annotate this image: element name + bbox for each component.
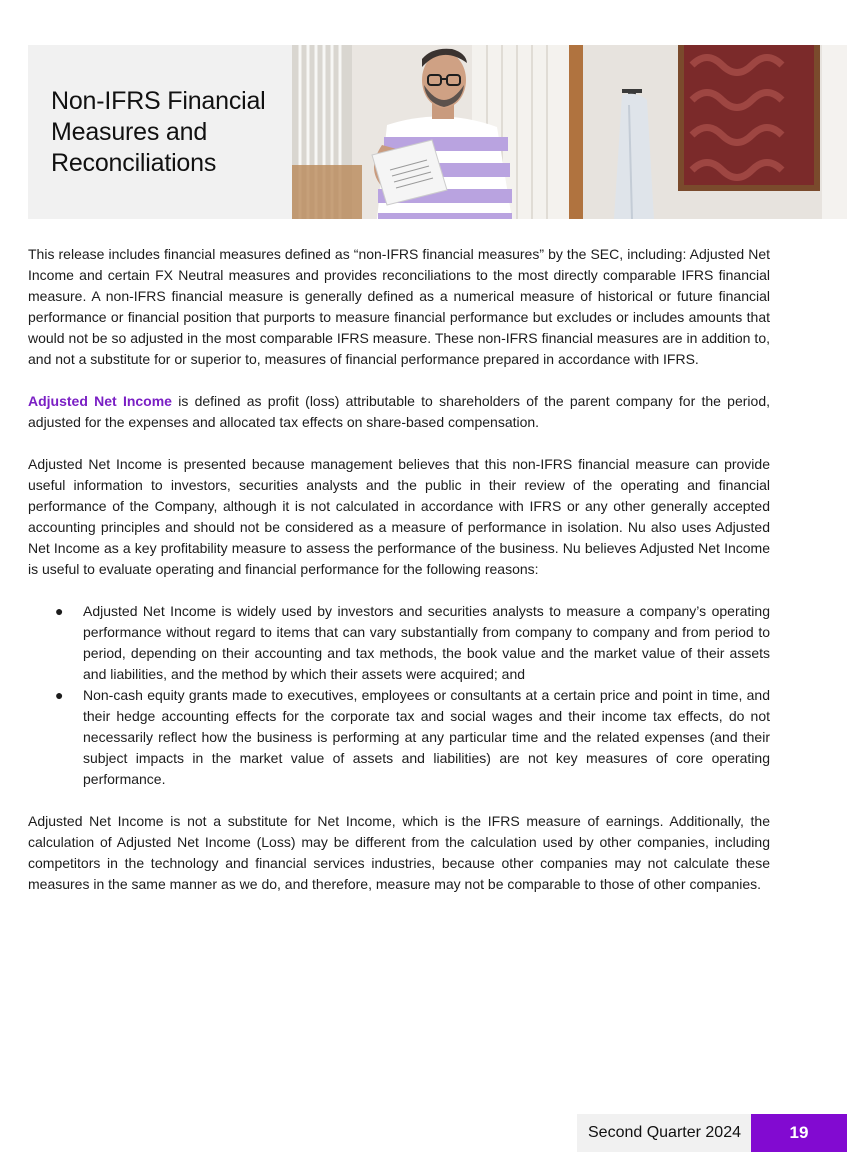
- closing-paragraph: Adjusted Net Income is not a substitute for Net Income, which is the IFRS measure of earnings. Additionally, the calculation of Adjusted Net Income (Loss) may be different from the calculation used by other companies, including competitors in the technology and financial services industries, because other companies may not calculate these measures in the same manner as we do, and therefore, measure may not be comparable to those of other companies.: [28, 813, 770, 892]
- body-content: [28, 244, 770, 916]
- bullet-icon: ●: [55, 603, 64, 619]
- rationale-paragraph: Adjusted Net Income is presented because management believes that this non-IFRS financial measure can provide useful information to investors, securities analysts and the public in their review of the operating and financial performance of the Company, although it is not calculated in accordance with IFRS or any other generally accepted accounting principles and should not be considered as a measure of performance in isolation. Nu also uses Adjusted Net Income as a key profitability measure to assess the performance of the business. Nu believes Adjusted Net Income is useful to evaluate operating and financial performance for the following reasons:: [28, 456, 770, 577]
- page-title-line-3: Reconciliations: [51, 149, 217, 177]
- quarter-label: Second Quarter 2024: [577, 1114, 751, 1152]
- intro-paragraph: This release includes financial measures defined as “non-IFRS financial measures” by the SEC, including: Adjusted Net Income and certain FX Neutral measures and provides reconciliations to the most directly comparable IFRS financial measure. A non-IFRS financial measure is generally defined as a numerical measure of historical or future financial performance or financial position that purports to measure financial performance but excludes or includes amounts that would not be so adjusted in the most comparable IFRS measure. These non-IFRS financial measures are in addition to, and not a substitute for or superior to, measures of financial performance prepared in accordance with IFRS.: [28, 246, 770, 367]
- bullet-icon: ●: [55, 687, 64, 703]
- list-item-text: Non-cash equity grants made to executives, employees or consultants at a certain price and point in time, and their hedge accounting effects for the corporate tax and social wages and their income tax effects, do not necessarily reflect how the business is performing at any particular time and the related expenses (and their subject impacts in the market value of assets and liabilities) are not key measures of core operating performance.: [83, 687, 770, 787]
- page-header: [28, 45, 847, 219]
- list-item-text: Adjusted Net Income is widely used by investors and securities analysts to measure a company’s operating performance without regard to items that can vary substantially from company to company and from period to period, depending on their accounting and tax methods, the book value and the market value of their assets and liabilities, and the method by which their assets were acquired; and: [83, 603, 770, 682]
- title-panel: [28, 45, 292, 219]
- header-photo: [292, 45, 847, 219]
- list-item: [28, 601, 770, 685]
- definition-paragraph: [28, 391, 770, 433]
- reasons-list: [28, 601, 770, 790]
- page-footer: [577, 1114, 847, 1152]
- page-title: [51, 86, 266, 179]
- header-photo-illustration: [292, 45, 847, 219]
- adjusted-net-income-highlight: Adjusted Net Income: [28, 393, 172, 409]
- page-title-line-2: Measures and: [51, 118, 208, 146]
- page-title-line-1: Non-IFRS Financial: [51, 87, 266, 115]
- page-number: 19: [751, 1114, 847, 1152]
- definition-text: is defined as profit (loss) attributable to shareholders of the parent company for the period, adjusted for the expenses and allocated tax effects on share-based compensation.: [28, 393, 770, 430]
- list-item: [28, 685, 770, 790]
